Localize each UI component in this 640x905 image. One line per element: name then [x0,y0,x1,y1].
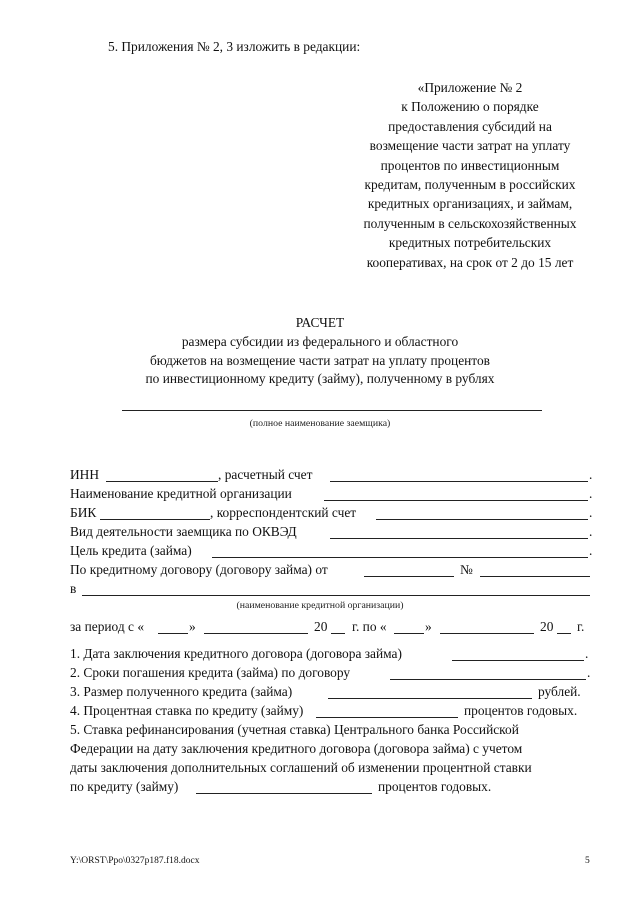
subtitle-line: размера субсидии из федерального и областного [181,334,459,349]
period-dot: . [589,543,593,558]
period-dot: . [589,467,593,482]
item-2-field[interactable] [390,679,586,680]
corr-account-field[interactable] [376,519,588,520]
item-5-line: по кредиту (займу) [70,779,179,794]
borrower-name-line[interactable] [122,410,542,411]
okved-label: Вид деятельности заемщика по ОКВЭД [70,524,297,539]
subtitle-line: по инвестиционному кредиту (займу), полученному в рублях [145,371,495,386]
bank-field[interactable] [82,595,590,596]
period-to-day-field[interactable] [394,633,424,634]
period-to-year-field[interactable] [557,633,571,634]
period-to-month-field[interactable] [440,633,534,634]
page-number: 5 [585,856,590,866]
intro-text: 5. Приложения № 2, 3 изложить в редакции: [108,39,361,54]
item-5-unit: процентов годовых. [378,779,492,794]
item-1-label: 1. Дата заключения кредитного договора (договора займа) [70,646,402,661]
period-dot: . [585,646,589,661]
bank-name-field[interactable] [324,500,588,501]
appendix-line: к Положению о порядке [401,99,539,115]
item-4-field[interactable] [316,717,458,718]
account-label: , расчетный счет [218,467,313,482]
purpose-field[interactable] [212,557,588,558]
appendix-line: процентов по инвестиционным [380,157,560,173]
purpose-label: Цель кредита (займа) [70,543,192,558]
number-sign: № [460,562,473,577]
item-3-unit: рублей. [538,684,581,699]
period-to-label: г. по « [352,619,387,634]
appendix-line: возмещение части затрат на уплату [369,138,571,154]
period-dot: . [587,665,591,680]
year-prefix: 20 [314,619,328,634]
in-label: в [70,581,77,596]
bank-caption: (наименование кредитной организации) [236,600,404,611]
bik-label: БИК [70,505,97,520]
bik-field[interactable] [100,519,210,520]
contract-date-field[interactable] [364,576,454,577]
contract-number-field[interactable] [480,576,590,577]
quote-close: » [189,619,196,634]
appendix-header [340,78,600,272]
document-title: РАСЧЕТ [295,315,345,330]
period-from-year-field[interactable] [331,633,345,634]
item-4-label: 4. Процентная ставка по кредиту (займу) [70,703,304,718]
period-dot: . [589,505,593,520]
year-prefix: 20 [540,619,554,634]
item-3-field[interactable] [328,698,532,699]
footer-path: Y:\ORST\Ppo\0327p187.f18.docx [70,856,200,866]
okved-field[interactable] [330,538,588,539]
item-1-field[interactable] [452,660,584,661]
borrower-caption: (полное наименование заемщика) [249,418,391,429]
appendix-line: кооперативах, на срок от 2 до 15 лет [366,254,574,270]
appendix-line: «Приложение № 2 [417,80,523,95]
subtitle-line: бюджетов на возмещение части затрат на уплату процентов [149,353,490,368]
appendix-line: кредитам, полученным в российских [364,177,576,193]
period-from-month-field[interactable] [204,633,308,634]
item-4-unit: процентов годовых. [464,703,578,718]
item-5-field[interactable] [196,793,372,794]
item-5-line: даты заключения дополнительных соглашений об изменении процентной ставки [70,760,532,775]
account-field[interactable] [330,481,588,482]
contract-label: По кредитному договору (договору займа) от [70,562,328,577]
period-dot: . [589,486,593,501]
year-suffix: г. [577,619,585,634]
period-dot: . [589,524,593,539]
inn-label: ИНН [70,467,100,482]
appendix-line: полученным в сельскохозяйственных [363,215,577,231]
item-5-line: 5. Ставка рефинансирования (учетная ставка) Центрального банка Российской [70,722,519,737]
item-5-line: Федерации на дату заключения кредитного договора (договора займа) с учетом [70,741,523,756]
period-from-label: за период с « [70,619,145,634]
quote-close: » [425,619,432,634]
inn-field[interactable] [106,481,218,482]
item-2-label: 2. Сроки погашения кредита (займа) по договору [70,665,351,680]
item-3-label: 3. Размер полученного кредита (займа) [70,684,293,699]
appendix-line: кредитных потребительских [388,235,552,251]
bank-name-label: Наименование кредитной организации [70,486,292,501]
corr-account-label: , корреспондентский счет [210,505,357,520]
appendix-line: кредитных организациях, и займам, [367,196,573,212]
appendix-line: предоставления субсидий на [388,118,552,134]
period-from-day-field[interactable] [158,633,188,634]
